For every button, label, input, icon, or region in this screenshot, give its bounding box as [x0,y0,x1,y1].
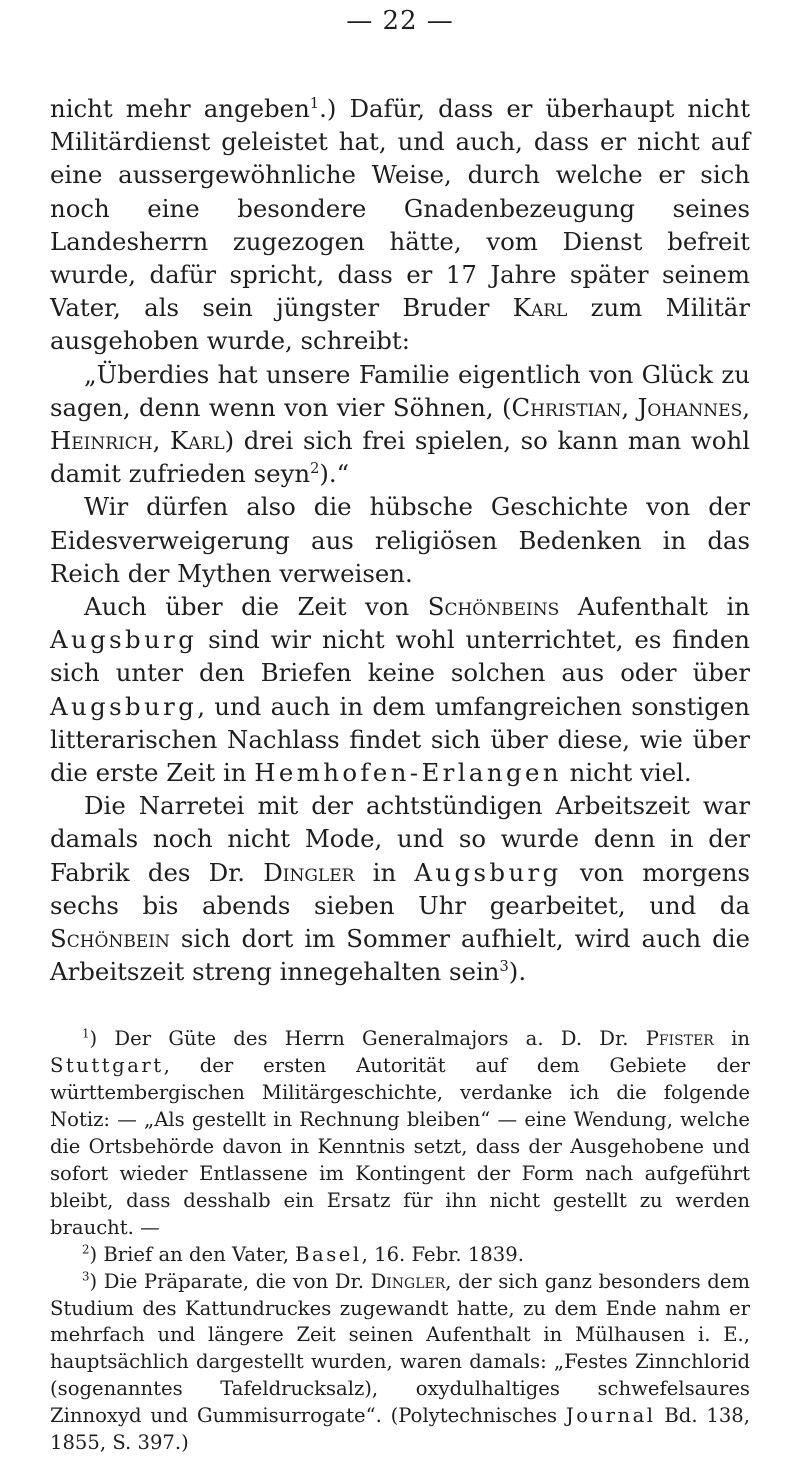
footnote-3 [50,1269,750,1457]
paragraph-4 [50,590,750,789]
text-run: , und auch in dem umfangreichen sonstigen litterarischen Nachlass findet sich über diese, wie über die erste Zeit in [50,691,750,788]
footnote-ref-1[interactable]: 1 [309,94,320,112]
page-number: — 22 — [346,6,454,36]
text-run: ). [508,957,527,987]
main-text [50,92,750,988]
text-run: Auch über die Zeit von [84,592,428,622]
text-run: zum Militär ausgehoben wurde, schreibt: [50,293,750,356]
name-schoenbein: Schönbein [50,924,170,954]
text-run: von morgens sechs bis abends sieben Uhr gearbeitet, und da [50,857,750,920]
name-dingler: Dingler [370,1269,446,1293]
text-run: Bd. 138, 1855, S. 397.) [50,1404,750,1455]
footnote-mark-3: 3 [82,1269,90,1284]
place-hemhofen-erlangen: Hemhofen-Erlangen [254,758,562,788]
name-pfister: Pfister [645,1027,714,1051]
text-run: , 16. Febr. 1839. [361,1242,524,1266]
text-run: in [713,1027,750,1051]
text-run: ) Brief an den Vater, [89,1242,296,1266]
text-run: ).“ [319,459,350,489]
place-augsburg: Augsburg [414,857,562,887]
text-run: nicht mehr angeben [50,94,310,123]
footnote-mark-1: 1 [82,1026,90,1041]
text-run: ) Die Präparate, die von Dr. [89,1269,371,1293]
text-run: Die Narretei mit der achtstündigen Arbeitszeit war damals noch nicht Mode, und so wurde denn in der Fabrik des Dr. [50,791,750,887]
text-run: , der sich ganz besonders dem Studium des Kattundruckes zugewandt hatte, zu dem Ende nahm er mehrfach und längere Zeit seinen Aufenthalt in Mülhausen i. E., hauptsächlich dargestellt wurden, waren damals: „Festes Zinnchlorid (sogenanntes Tafeldrucksalz), oxydulhaltiges schwefelsaures Zinnoxyd und Gummisurrogate“. (Polytechnisches [50,1269,751,1428]
footnote-ref-2[interactable]: 2 [310,460,320,478]
paragraph-1 [50,92,750,358]
place-augsburg: Augsburg [50,625,198,655]
footnotes [50,1026,750,1457]
footnote-mark-2: 2 [82,1242,90,1257]
name-schoenbeins: Schönbeins [427,592,560,622]
paragraph-2-quote [50,358,750,491]
text-run: , der ersten Autorität auf dem Gebiete der württembergischen Militärgeschichte, verdanke ich die folgende Notiz: — „Als gestellt in Rechnung bleiben“ — eine Wendung, welche die Ortsbehörde davon in Kenntnis setzt, dass der Ausgehobene und sofort wieder Entlassene im Kontingent der Form nach aufgeführt bleibt, dass desshalb ein Ersatz für ihn nicht gestellt zu werden braucht. — [50,1054,750,1239]
footnote-2 [50,1242,750,1269]
name-dingler: Dingler [263,857,355,887]
paragraph-5 [50,789,750,988]
footnote-ref-3[interactable]: 3 [499,958,509,976]
text-run: ) Der Güte des Herrn Generalmajors a. D. Dr. [89,1027,646,1051]
text-run: .) Dafür, dass er überhaupt nicht Militärdienst geleistet hat, und auch, dass er nicht auf eine aussergewöhnliche Weise, durch welche er sich noch eine besondere Gnadenbezeugung seines Landesherrn zugezogen hätte, vom Dienst befreit wurde, dafür spricht, dass er 17 Jahre später seinem Vater, als sein jüngster Bruder [50,94,750,323]
text-run: ) drei sich frei spielen, so kann man wohl damit zufrieden seyn [50,426,750,489]
text-run: Aufenthalt in [559,592,750,622]
paragraph-3: Wir dürfen also die hübsche Geschichte von der Eidesverweigerung aus religiösen Bedenken in das Reich der Mythen verweisen. [50,492,750,588]
name-karl: Karl [512,293,568,323]
text-run: sich dort im Sommer aufhielt, wird auch die Arbeitszeit streng innegehalten sein [50,924,750,987]
place-basel: Basel [295,1242,362,1266]
place-augsburg: Augsburg [50,691,198,721]
place-stuttgart: Stuttgart [50,1054,164,1078]
text-run: „Überdies hat unsere Familie eigentlich von Glück zu sagen, denn wenn von vier Söhnen, ( [50,359,750,422]
names-sons: Christian, Johannes, Heinrich, Karl [50,392,750,456]
journal-word: Journal [565,1404,656,1428]
text-run: nicht viel. [561,758,692,788]
footnote-1 [50,1026,750,1241]
text-run: in [354,857,415,887]
text-run: sind wir nicht wohl unterrichtet, es finden sich unter den Briefen keine solchen aus oder über [50,625,750,688]
